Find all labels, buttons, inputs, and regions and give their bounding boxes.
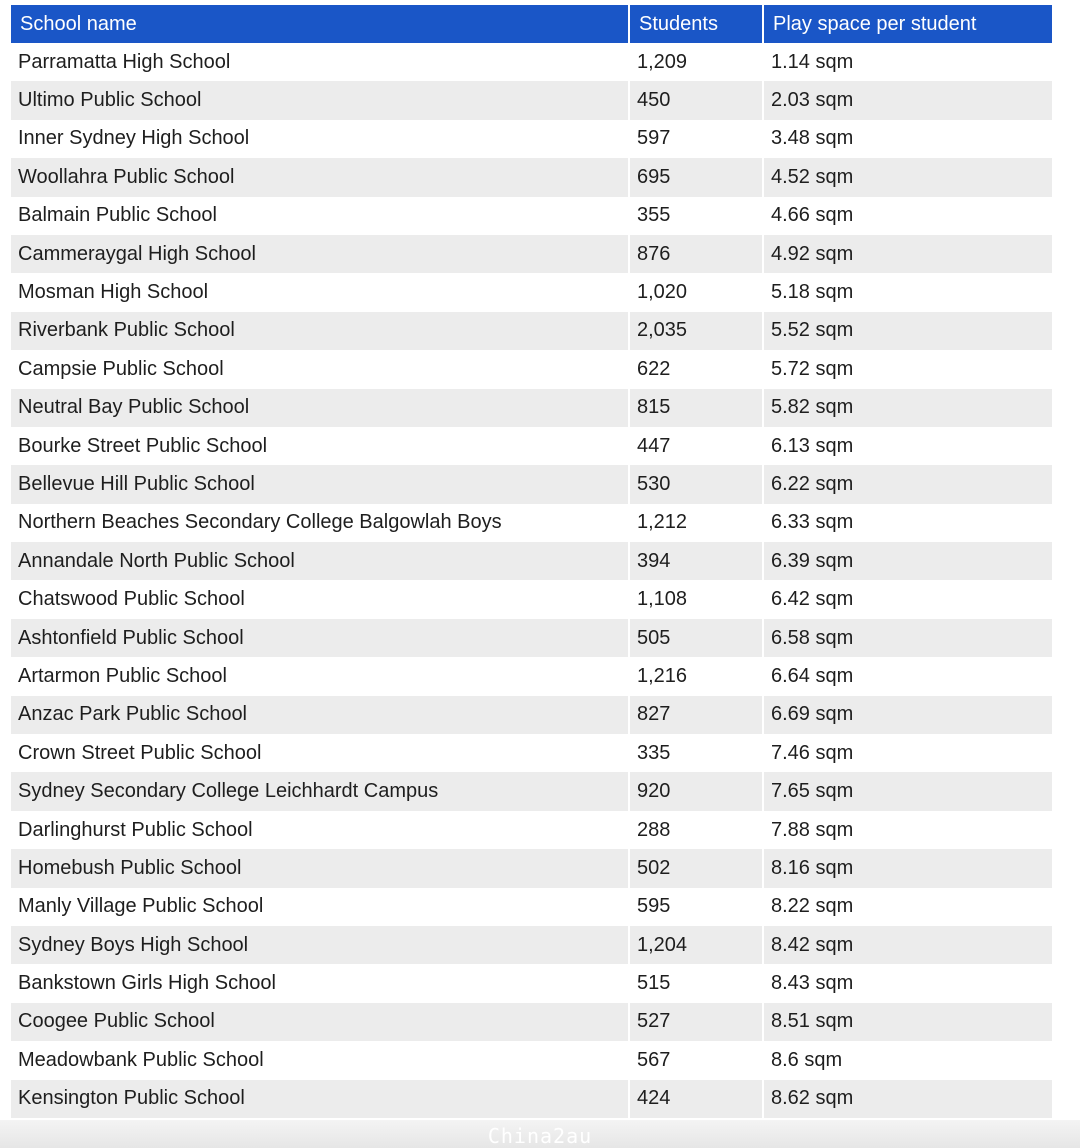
table-row [11, 811, 1052, 849]
watermark-text: China2au [487, 1124, 593, 1148]
cell-school-name: Sydney Secondary College Leichhardt Campus [11, 772, 629, 810]
cell-students: 1,209 [629, 43, 763, 81]
cell-school-name: Campsie Public School [11, 350, 629, 388]
cell-school-name: Anzac Park Public School [11, 696, 629, 734]
header-play-space[interactable]: Play space per student [763, 5, 1052, 43]
cell-students: 530 [629, 465, 763, 503]
cell-play-space: 6.39 sqm [763, 542, 1052, 580]
table-row [11, 772, 1052, 810]
cell-school-name: Mosman High School [11, 273, 629, 311]
table-row [11, 696, 1052, 734]
cell-students: 447 [629, 427, 763, 465]
table-row [11, 734, 1052, 772]
cell-school-name: Ashtonfield Public School [11, 619, 629, 657]
cell-school-name: Riverbank Public School [11, 312, 629, 350]
cell-school-name: Bellevue Hill Public School [11, 465, 629, 503]
cell-play-space: 7.46 sqm [763, 734, 1052, 772]
table-row [11, 389, 1052, 427]
cell-school-name: Chatswood Public School [11, 580, 629, 618]
cell-students: 515 [629, 964, 763, 1002]
cell-students: 1,216 [629, 657, 763, 695]
cell-play-space: 1.14 sqm [763, 43, 1052, 81]
cell-students: 288 [629, 811, 763, 849]
cell-play-space: 8.62 sqm [763, 1080, 1052, 1118]
cell-school-name: Crown Street Public School [11, 734, 629, 772]
cell-play-space: 4.66 sqm [763, 197, 1052, 235]
cell-students: 595 [629, 888, 763, 926]
cell-school-name: Coogee Public School [11, 1003, 629, 1041]
cell-students: 876 [629, 235, 763, 273]
table-body [11, 43, 1052, 1118]
cell-students: 827 [629, 696, 763, 734]
cell-play-space: 6.58 sqm [763, 619, 1052, 657]
table-row [11, 619, 1052, 657]
cell-students: 567 [629, 1041, 763, 1079]
cell-students: 335 [629, 734, 763, 772]
cell-school-name: Artarmon Public School [11, 657, 629, 695]
cell-students: 1,212 [629, 504, 763, 542]
table-row [11, 657, 1052, 695]
cell-students: 424 [629, 1080, 763, 1118]
cell-play-space: 6.13 sqm [763, 427, 1052, 465]
cell-school-name: Ultimo Public School [11, 81, 629, 119]
header-school-name[interactable]: School name [11, 5, 629, 43]
cell-play-space: 6.33 sqm [763, 504, 1052, 542]
cell-students: 622 [629, 350, 763, 388]
cell-play-space: 5.52 sqm [763, 312, 1052, 350]
cell-school-name: Homebush Public School [11, 849, 629, 887]
header-row [11, 5, 1052, 43]
cell-play-space: 3.48 sqm [763, 120, 1052, 158]
cell-school-name: Cammeraygal High School [11, 235, 629, 273]
cell-play-space: 5.18 sqm [763, 273, 1052, 311]
table-row [11, 849, 1052, 887]
cell-school-name: Woollahra Public School [11, 158, 629, 196]
table-row [11, 926, 1052, 964]
cell-school-name: Northern Beaches Secondary College Balgowlah Boys [11, 504, 629, 542]
cell-school-name: Manly Village Public School [11, 888, 629, 926]
table-row [11, 1080, 1052, 1118]
cell-students: 2,035 [629, 312, 763, 350]
cell-play-space: 8.42 sqm [763, 926, 1052, 964]
table-row [11, 350, 1052, 388]
cell-play-space: 8.51 sqm [763, 1003, 1052, 1041]
table-row [11, 427, 1052, 465]
cell-students: 1,204 [629, 926, 763, 964]
cell-school-name: Bourke Street Public School [11, 427, 629, 465]
cell-school-name: Sydney Boys High School [11, 926, 629, 964]
table-row [11, 312, 1052, 350]
cell-school-name: Darlinghurst Public School [11, 811, 629, 849]
cell-students: 394 [629, 542, 763, 580]
cell-school-name: Parramatta High School [11, 43, 629, 81]
cell-school-name: Annandale North Public School [11, 542, 629, 580]
cell-play-space: 4.92 sqm [763, 235, 1052, 273]
cell-students: 920 [629, 772, 763, 810]
table-row [11, 1003, 1052, 1041]
cell-play-space: 5.72 sqm [763, 350, 1052, 388]
table-row [11, 964, 1052, 1002]
cell-students: 355 [629, 197, 763, 235]
cell-play-space: 7.65 sqm [763, 772, 1052, 810]
table-row [11, 120, 1052, 158]
cell-students: 1,108 [629, 580, 763, 618]
cell-school-name: Meadowbank Public School [11, 1041, 629, 1079]
table-row [11, 465, 1052, 503]
cell-school-name: Kensington Public School [11, 1080, 629, 1118]
cell-play-space: 5.82 sqm [763, 389, 1052, 427]
table-row [11, 197, 1052, 235]
cell-play-space: 6.64 sqm [763, 657, 1052, 695]
table-row [11, 1041, 1052, 1079]
cell-play-space: 6.69 sqm [763, 696, 1052, 734]
cell-play-space: 6.42 sqm [763, 580, 1052, 618]
cell-play-space: 6.22 sqm [763, 465, 1052, 503]
table-header [11, 5, 1052, 43]
cell-play-space: 8.16 sqm [763, 849, 1052, 887]
cell-play-space: 8.43 sqm [763, 964, 1052, 1002]
cell-students: 527 [629, 1003, 763, 1041]
table-row [11, 542, 1052, 580]
cell-school-name: Inner Sydney High School [11, 120, 629, 158]
table-row [11, 235, 1052, 273]
cell-play-space: 4.52 sqm [763, 158, 1052, 196]
cell-play-space: 2.03 sqm [763, 81, 1052, 119]
table-row [11, 580, 1052, 618]
table-row [11, 81, 1052, 119]
cell-students: 815 [629, 389, 763, 427]
table-row [11, 273, 1052, 311]
cell-play-space: 8.22 sqm [763, 888, 1052, 926]
cell-students: 695 [629, 158, 763, 196]
table-row [11, 888, 1052, 926]
cell-play-space: 7.88 sqm [763, 811, 1052, 849]
cell-students: 505 [629, 619, 763, 657]
data-table-container [11, 5, 1052, 1118]
header-students[interactable]: Students [629, 5, 763, 43]
table-row [11, 158, 1052, 196]
cell-students: 502 [629, 849, 763, 887]
cell-students: 1,020 [629, 273, 763, 311]
cell-students: 450 [629, 81, 763, 119]
school-play-space-table [11, 5, 1052, 1118]
cell-students: 597 [629, 120, 763, 158]
cell-school-name: Balmain Public School [11, 197, 629, 235]
cell-school-name: Neutral Bay Public School [11, 389, 629, 427]
table-row [11, 504, 1052, 542]
cell-play-space: 8.6 sqm [763, 1041, 1052, 1079]
table-row [11, 43, 1052, 81]
cell-school-name: Bankstown Girls High School [11, 964, 629, 1002]
